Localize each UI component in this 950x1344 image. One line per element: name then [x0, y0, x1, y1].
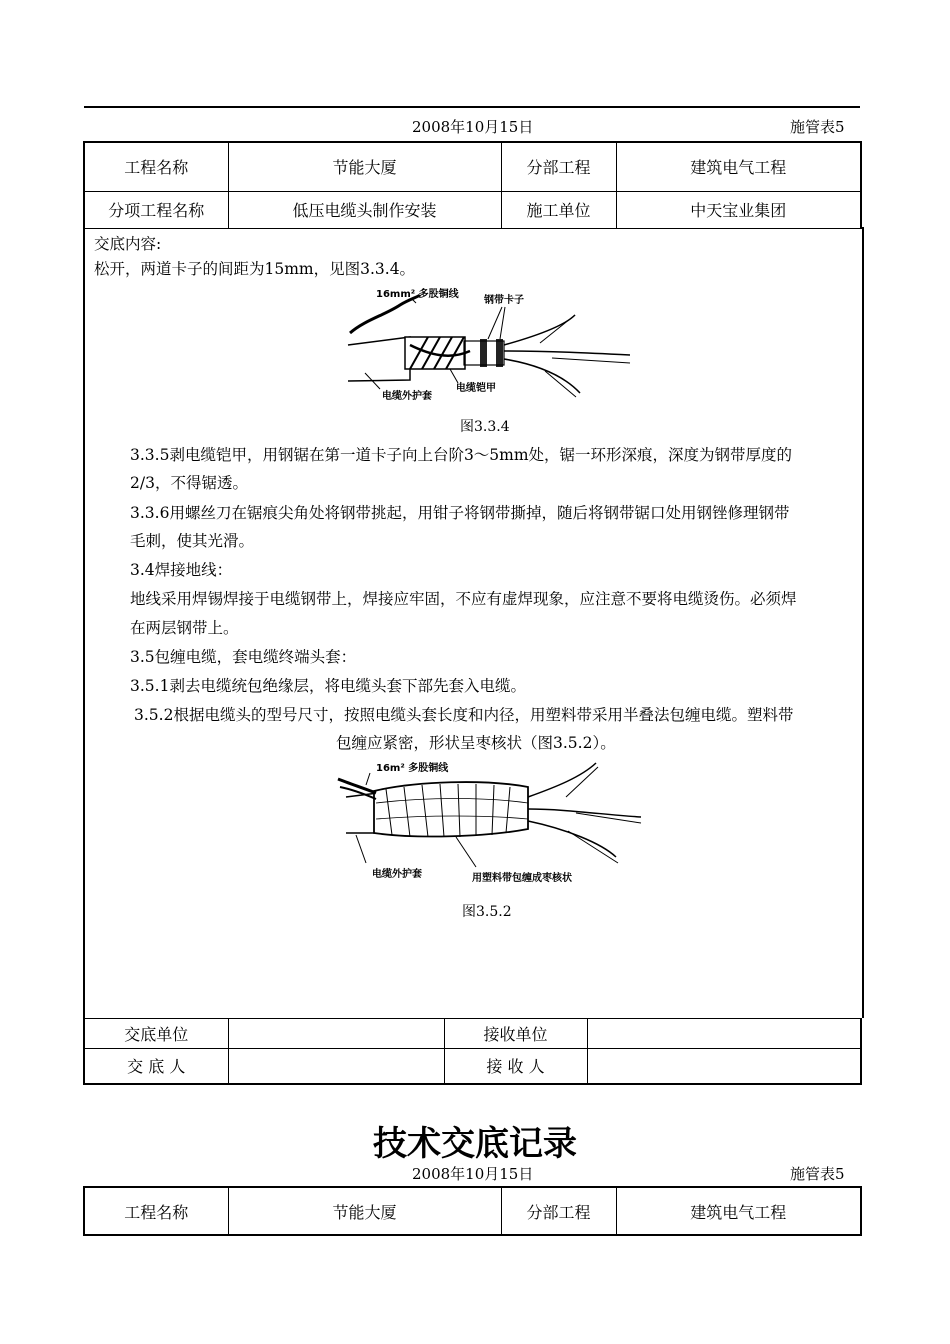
handover-unit-label: 交底单位	[84, 1019, 228, 1049]
fig1-clamp-label: 钢带卡子	[484, 295, 524, 306]
content-line: 在两层钢带上。	[130, 619, 239, 637]
fig1-sheath-label: 电缆外护套	[382, 391, 432, 402]
figure-caption: 图3.5.2	[462, 904, 512, 920]
fig2-sheath-label: 电缆外护套	[372, 869, 422, 880]
record-date: 2008年10月15日	[412, 118, 534, 136]
figure-caption: 图3.3.4	[460, 419, 510, 435]
top-rule	[84, 106, 860, 108]
signoff-table	[83, 1018, 862, 1085]
content-line: 3.5.1剥去电缆统包绝缘层，将电缆头套下部先套入电缆。	[130, 677, 526, 695]
content-line: 地线采用焊锡焊接于电缆钢带上，焊接应牢固，不应有虚焊现象，应注意不要将电缆烫伤。必须焊	[130, 590, 797, 608]
page-title: 技术交底记录	[373, 1124, 577, 1164]
fig1-armor-label: 电缆铠甲	[456, 383, 496, 394]
project-name-value: 节能大厦	[228, 142, 501, 191]
info-table	[83, 1186, 862, 1236]
content-line: 3.3.6用螺丝刀在锯痕尖角处将钢带挑起，用钳子将钢带撕掉，随后将钢带锯口处用钢锉修理钢带	[130, 504, 790, 522]
handover-person-label: 交 底 人	[84, 1049, 228, 1084]
info-table	[83, 141, 862, 229]
content-line: 包缠应紧密，形状呈枣核状（图3.5.2）。	[336, 734, 616, 752]
division-label: 分部工程	[501, 1187, 616, 1235]
receiving-unit-value	[587, 1019, 861, 1049]
project-name-value: 节能大厦	[228, 1187, 501, 1235]
division-value: 建筑电气工程	[616, 1187, 861, 1235]
form-number: 施管表5	[790, 118, 845, 136]
content-line: 毛刺，使其光滑。	[130, 532, 255, 550]
fig1-wire-label: 16mm² 多股铜线	[376, 289, 459, 300]
record-date: 2008年10月15日	[412, 1165, 534, 1183]
content-line: 3.4焊接地线：	[130, 561, 233, 579]
content-line: 2/3，不得锯透。	[130, 474, 248, 492]
content-line: 松开，两道卡子的间距为15mm，见图3.3.4。	[94, 260, 416, 278]
subitem-value: 低压电缆头制作安装	[228, 191, 501, 228]
content-heading: 交底内容:	[94, 235, 162, 253]
figure-3-3-4	[340, 285, 640, 407]
content-line: 3.5.2根据电缆头的型号尺寸，按照电缆头套长度和内径，用塑料带采用半叠法包缠电缆。塑料带	[134, 706, 794, 724]
receiving-unit-label: 接收单位	[444, 1019, 587, 1049]
figure-3-5-2	[336, 757, 646, 889]
division-value: 建筑电气工程	[616, 142, 861, 191]
content-line: 3.3.5剥电缆铠甲，用钢锯在第一道卡子向上台阶3～5mm处，锯一环形深痕，深度为钢带厚度的	[130, 446, 793, 464]
receiver-value	[587, 1049, 861, 1084]
fig2-tape-label: 用塑料带包缠成枣核状	[472, 873, 572, 884]
contractor-value: 中天宝业集团	[616, 191, 861, 228]
project-name-label: 工程名称	[84, 142, 228, 191]
fig2-wire-label: 16m² 多股铜线	[376, 763, 449, 774]
handover-person-value	[228, 1049, 444, 1084]
form-number: 施管表5	[790, 1165, 845, 1183]
division-label: 分部工程	[501, 142, 616, 191]
content-line: 3.5包缠电缆，套电缆终端头套：	[130, 648, 357, 666]
project-name-label: 工程名称	[84, 1187, 228, 1235]
handover-unit-value	[228, 1019, 444, 1049]
subitem-label: 分项工程名称	[84, 191, 228, 228]
contractor-label: 施工单位	[501, 191, 616, 228]
receiver-label: 接 收 人	[444, 1049, 587, 1084]
